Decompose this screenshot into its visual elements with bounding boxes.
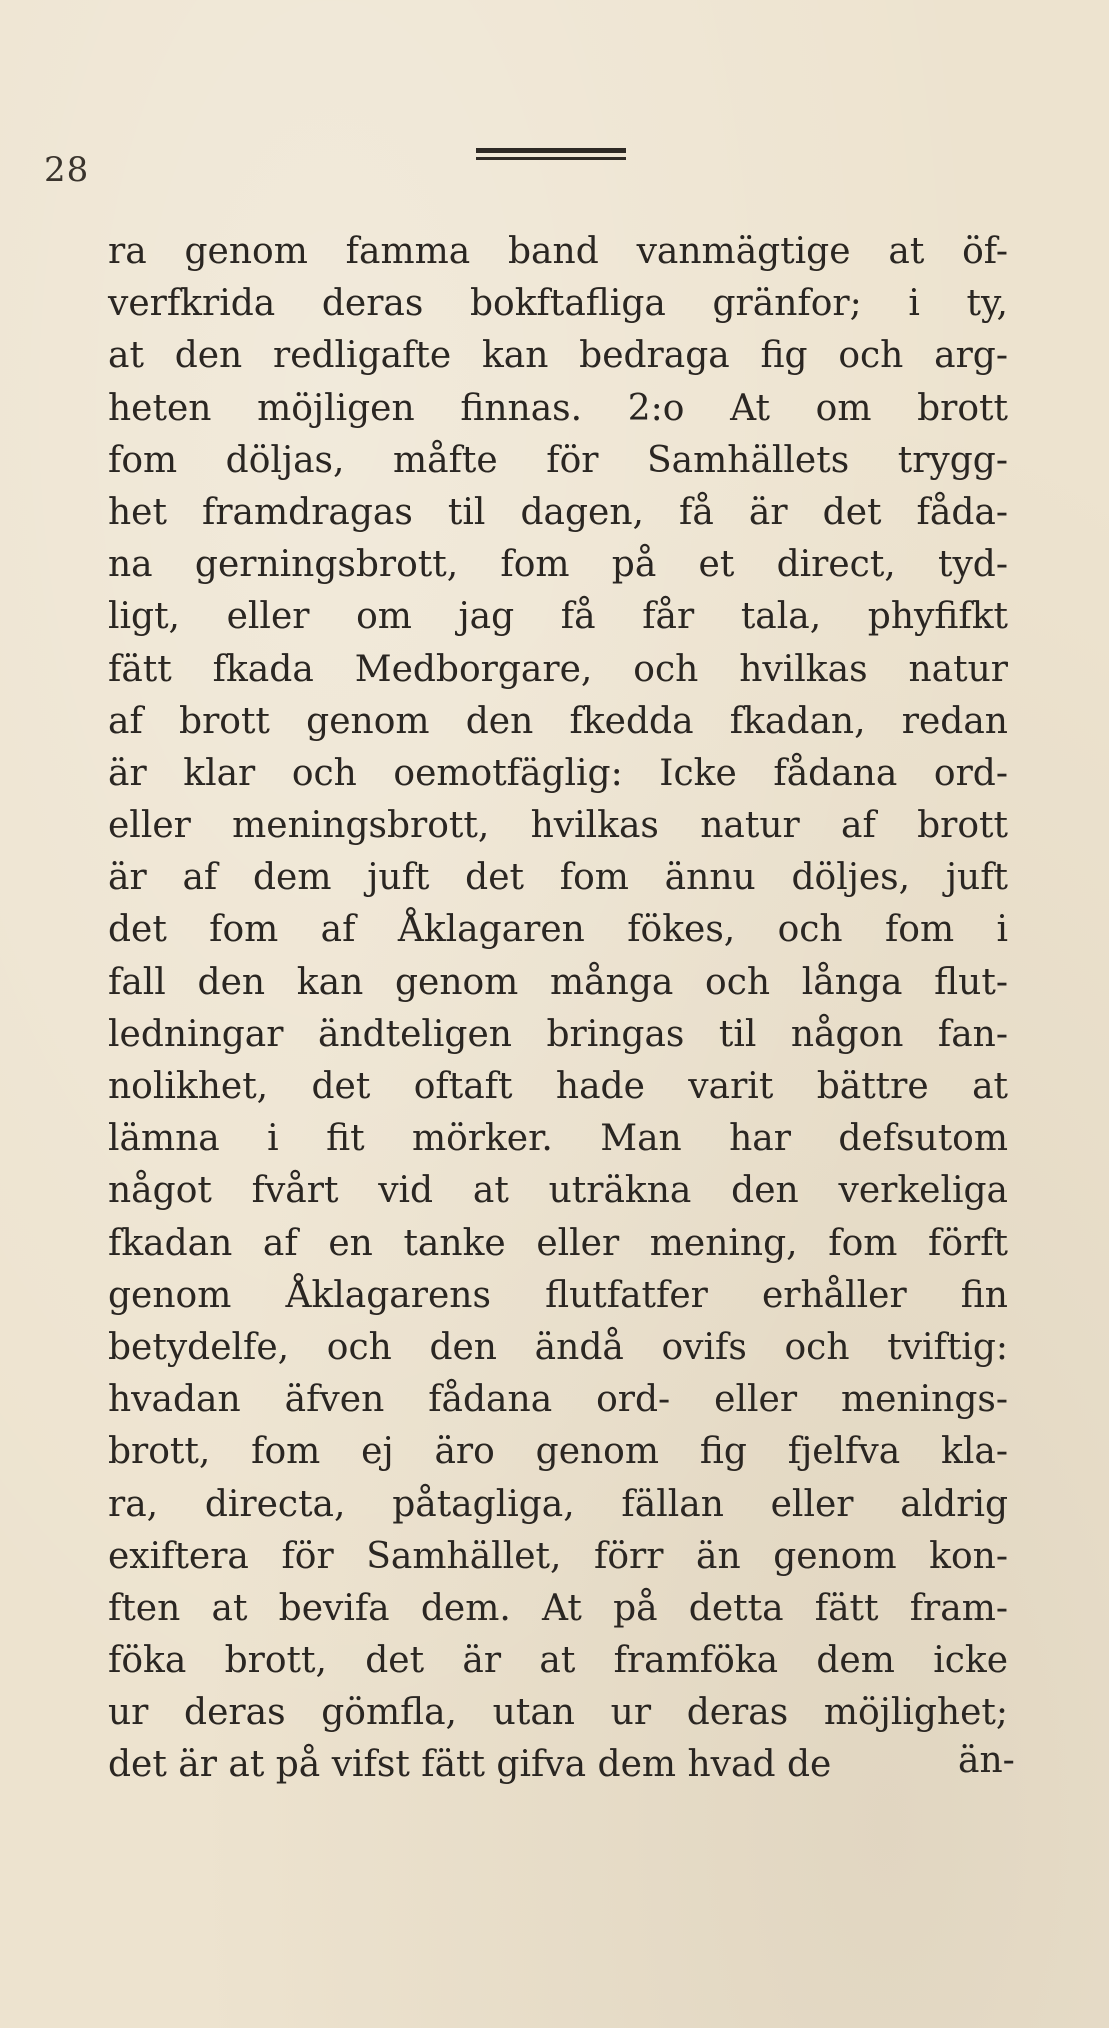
text-line: ledningar ändteligen bringas til någon fan- [108, 1013, 1008, 1055]
text-line: het framdragas til dagen, få är det fåda- [108, 491, 1008, 533]
text-line: betydelfe, och den ändå ovifs och tviftig: [108, 1326, 1008, 1368]
text-line: verfkrida deras bokftafliga gränfor; i ty, [108, 283, 1008, 325]
text-line: ur deras gömfla, utan ur deras möjlighet; [108, 1692, 1008, 1734]
page-number: 28 [44, 150, 90, 190]
text-line: na gerningsbrott, fom på et direct, tyd- [108, 544, 1008, 586]
text-line: ra, directa, påtagliga, fällan eller aldrig [108, 1483, 1008, 1525]
text-line: at den redligafte kan bedraga fig och arg- [108, 335, 1008, 377]
text-line: fkadan af en tanke eller mening, fom förft [108, 1222, 1008, 1264]
text-line: fom döljas, måfte för Samhällets trygg- [108, 439, 1008, 481]
text-line: genom Åklagarens flutfatfer erhåller fin [108, 1274, 1008, 1316]
text-line: heten möjligen finnas. 2:o At om brott [108, 387, 1008, 429]
text-line: fätt fkada Medborgare, och hvilkas natur [108, 648, 1008, 690]
text-line: något fvårt vid at uträkna den verkeliga [108, 1170, 1008, 1212]
text-line: är klar och oemotfäglig: Icke fådana ord- [108, 752, 1008, 794]
text-line: ften at bevifa dem. At på detta fätt fram- [108, 1587, 1008, 1629]
text-line: är af dem juft det fom ännu döljes, juft [108, 857, 1008, 899]
ornament-rule-top [476, 148, 626, 153]
text-line: nolikhet, det oftaft hade varit bättre at [108, 1066, 1008, 1107]
double-rule-ornament-icon [476, 148, 626, 162]
text-line: lämna i fit mörker. Man har defsutom [108, 1118, 1008, 1160]
text-line: eller meningsbrott, hvilkas natur af brott [108, 805, 1008, 847]
text-line: ligt, eller om jag få får tala, phyfifkt [108, 596, 1008, 638]
body-text [108, 226, 1008, 1792]
text-line: det är at på vifst fätt gifva dem hvad de [108, 1744, 832, 1786]
text-line: föka brott, det är at framföka dem icke [108, 1640, 1008, 1682]
text-line: exiftera för Samhället, förr än genom kon- [108, 1535, 1008, 1577]
text-line: af brott genom den fkedda fkadan, redan [108, 700, 1008, 742]
text-line: brott, fom ej äro genom fig fjelfva kla- [108, 1431, 1008, 1473]
text-line: fall den kan genom många och långa flut- [108, 961, 1008, 1003]
ornament-rule-bottom [476, 157, 626, 160]
text-line: ra genom famma band vanmägtige at öf- [108, 231, 1008, 272]
catchword: än- [958, 1740, 1015, 1781]
text-line: hvadan äfven fådana ord- eller menings- [108, 1379, 1008, 1421]
text-line: det fom af Åklagaren fökes, och fom i [108, 909, 1008, 951]
